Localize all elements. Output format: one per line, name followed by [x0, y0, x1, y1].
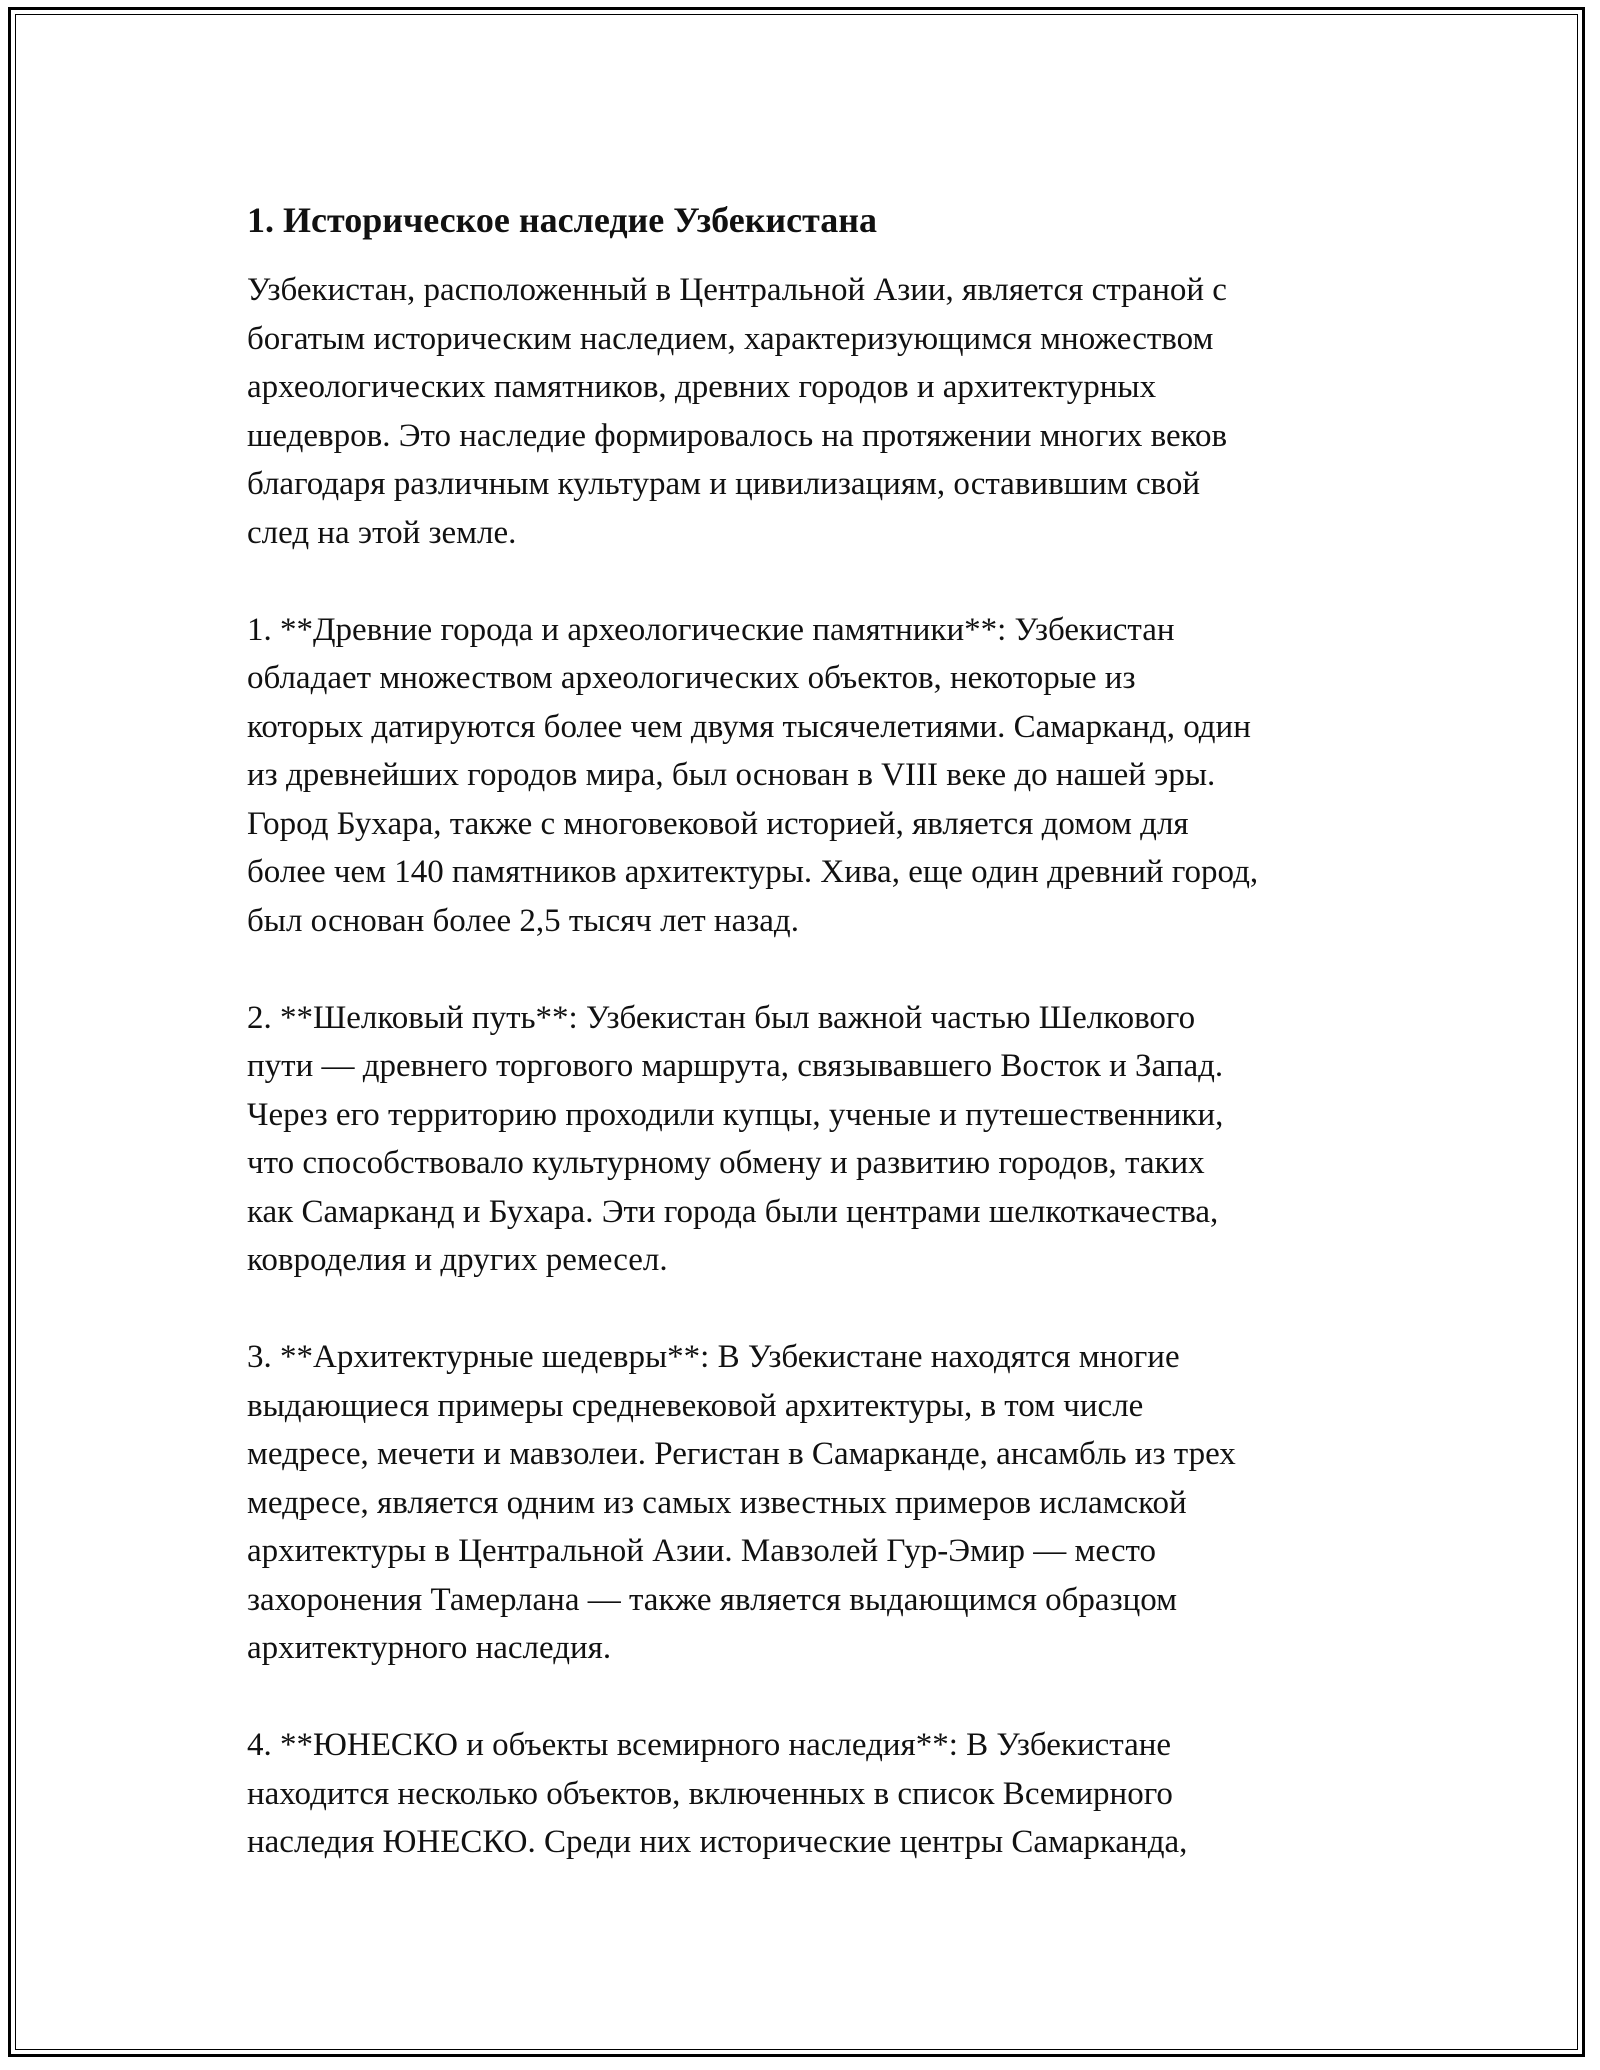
document-page [8, 7, 1585, 2057]
document-content [247, 196, 1407, 1915]
item-architecture-paragraph: 3. **Архитектурные шедевры**: В Узбекистане находятся многие выдающиеся примеры средневековой архитектуры, в том числе медресе, мечети и мавзолеи. Регистан в Самарканде, ансамбль из трех медресе, является одним из самых известных примеров исламской архитектуры в Центральной Азии. Мавзолей Гур-Эмир — место захоронения Тамерлана — также является выдающимся образцом архитектурного наследия. [247, 1339, 1236, 1666]
section-heading: 1. Историческое наследие Узбекистана [247, 200, 878, 240]
intro-paragraph: Узбекистан, расположенный в Центральной Азии, является страной с богатым историческим наследием, характеризующимся множеством археологических памятников, древних городов и архитектурных шедевров. Это наследие формировалось на протяжении многих веков благодаря различным культурам и цивилизациям, оставившим свой след на этой земле. [247, 272, 1228, 551]
item-silk-road-paragraph: 2. **Шелковый путь**: Узбекистан был важной частью Шелкового пути — древнего торгового маршрута, связывавшего Восток и Запад. Через его территорию проходили купцы, ученые и путешественники, что способствовало культурному обмену и развитию городов, таких как Самарканд и Бухара. Эти города были центрами шелкоткачества, ковроделия и других ремесел. [247, 999, 1224, 1278]
item-unesco-paragraph: 4. **ЮНЕСКО и объекты всемирного наследия**: В Узбекистане находится несколько объектов, включенных в список Всемирного наследия ЮНЕСКО. Среди них исторические центры Самарканда, [247, 1727, 1188, 1860]
item-ancient-cities-paragraph: 1. **Древние города и археологические памятники**: Узбекистан обладает множеством археологических объектов, некоторые из которых датируются более чем двумя тысячелетиями. Самарканд, один из древнейших городов мира, был основан в VIII веке до нашей эры. Город Бухара, также с многовековой историей, является домом для более чем 140 памятников архитектуры. Хива, еще один древний город, был основан более 2,5 тысяч лет назад. [247, 611, 1259, 939]
